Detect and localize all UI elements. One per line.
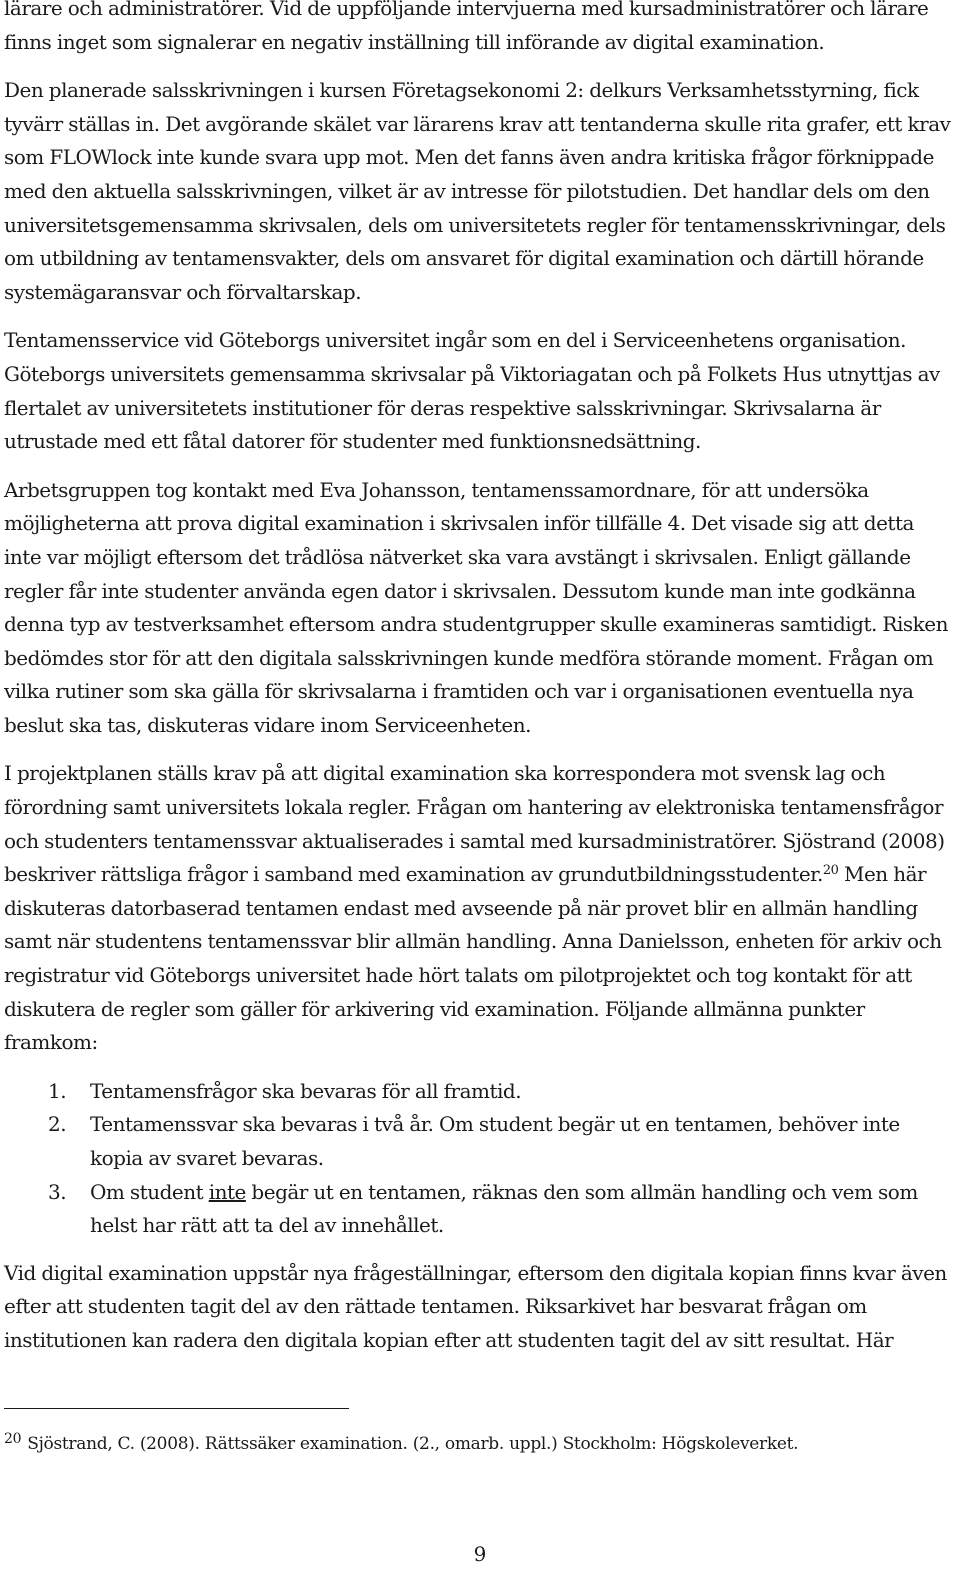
document-body	[4, 0, 956, 1373]
list-item-text-a: Om student	[90, 1179, 209, 1204]
list-item	[4, 1108, 956, 1175]
footnote-reference[interactable]: 20	[822, 863, 839, 879]
list-item-number: 1.	[48, 1078, 67, 1103]
list-item-number: 2.	[48, 1112, 67, 1137]
footnote-divider	[4, 1408, 349, 1409]
list-item-text: Tentamensfrågor ska bevaras för all framtid.	[90, 1078, 522, 1103]
paragraph-exam-service: Tentamensservice vid Göteborgs universitet ingår som en del i Serviceenhetens organisation. Göteborgs universitets gemensamma skrivsalar på Viktoriagatan och på Folkets Hus utnyttjas av flertalet av universitetets institutioner för deras respektive salsskrivningar. Skrivsalarna är utrustade med ett fåtal datorer för studenter med funktionsnedsättning.	[4, 328, 940, 454]
footnote-text: Sjöstrand, C. (2008). Rättssäker examination. (2., omarb. uppl.) Stockholm: Högskoleverket.	[27, 1434, 799, 1454]
paragraph-project-plan	[4, 757, 956, 1059]
archiving-points-list	[4, 1075, 956, 1243]
list-item-text-b: begär ut en tentamen, räknas den som allmän handling och vem som helst har rätt att ta del av innehållet.	[90, 1179, 918, 1238]
footnote	[4, 1432, 944, 1456]
paragraph-project-plan-text-a: I projektplanen ställs krav på att digital examination ska korrespondera mot svensk lag och förordning samt universitets lokala regler. Frågan om hantering av elektroniska tentamensfrågor och studenters tentamenssvar aktualiserades i samtal med kursadministratörer. Sjöstrand (2008) beskriver rättsliga frågor i samband med examination av grundutbildningsstudenter.	[4, 761, 945, 887]
list-item-text: Tentamenssvar ska bevaras i två år. Om student begär ut en tentamen, behöver inte kopia av svaret bevaras.	[90, 1112, 900, 1170]
list-item	[4, 1176, 956, 1243]
list-item	[4, 1075, 956, 1109]
paragraph-project-plan-text-b: Men här diskuteras datorbaserad tentamen endast med avseende på när provet blir en allmän handling samt när studentens tentamenssvar blir allmän handling. Anna Danielsson, enheten för arkiv och registratur vid Göteborgs universitet hade hört talats om pilotprojektet och tog kontakt för att diskutera de regler som gäller för arkivering vid examination. Följande allmänna punkter framkom:	[4, 862, 942, 1055]
page-number: 9	[473, 1542, 487, 1566]
paragraph-digital-examination: Vid digital examination uppstår nya frågeställningar, eftersom den digitala kopian finns kvar även efter att studenten tagit del av den rättade tentamen. Riksarkivet har besvarat frågan om institutionen kan radera den digitala kopian efter att studenten tagit del av sitt resultat. Här	[4, 1260, 947, 1352]
list-item-underlined-word: inte	[208, 1179, 246, 1204]
paragraph-cancelled-exam: Den planerade salsskrivningen i kursen Företagsekonomi 2: delkurs Verksamhetsstyrning, fick tyvärr ställas in. Det avgörande skälet var lärarens krav att tentanderna skulle rita grafer, ett krav som FLOWlock inte kunde svara upp mot. Men det fanns även andra kritiska frågor förknippade med den aktuella salsskrivningen, vilket är av intresse för pilotstudien. Det handlar dels om den universitetsgemensamma skrivsalen, dels om universitetets regler för tentamensskrivningar, dels om utbildning av tentamensvakter, dels om ansvaret för digital examination och därtill hörande systemägaransvar och förvaltarskap.	[4, 78, 951, 304]
paragraph-working-group: Arbetsgruppen tog kontakt med Eva Johansson, tentamenssamordnare, för att undersöka möjligheterna att prova digital examination i skrivsalen inför tillfälle 4. Det visade sig att detta inte var möjligt eftersom det trådlösa nätverket ska vara avstängt i skrivsalen. Enligt gällande regler får inte studenter använda egen dator i skrivsalen. Dessutom kunde man inte godkänna denna typ av testverksamhet eftersom andra studentgrupper skulle examineras samtidigt. Risken bedömdes stor för att den digitala salsskrivningen kunde medföra störande moment. Frågan om vilka rutiner som ska gälla för skrivsalarna i framtiden och var i organisationen eventuella nya beslut ska tas, diskuteras vidare inom Serviceenheten.	[4, 477, 948, 737]
paragraph-intro: lärare och administratörer. Vid de uppföljande intervjuerna med kursadministratörer och lärare finns inget som signalerar en negativ inställning till införande av digital examination.	[4, 0, 929, 54]
footnote-marker: 20	[4, 1431, 22, 1447]
list-item-number: 3.	[48, 1179, 67, 1204]
